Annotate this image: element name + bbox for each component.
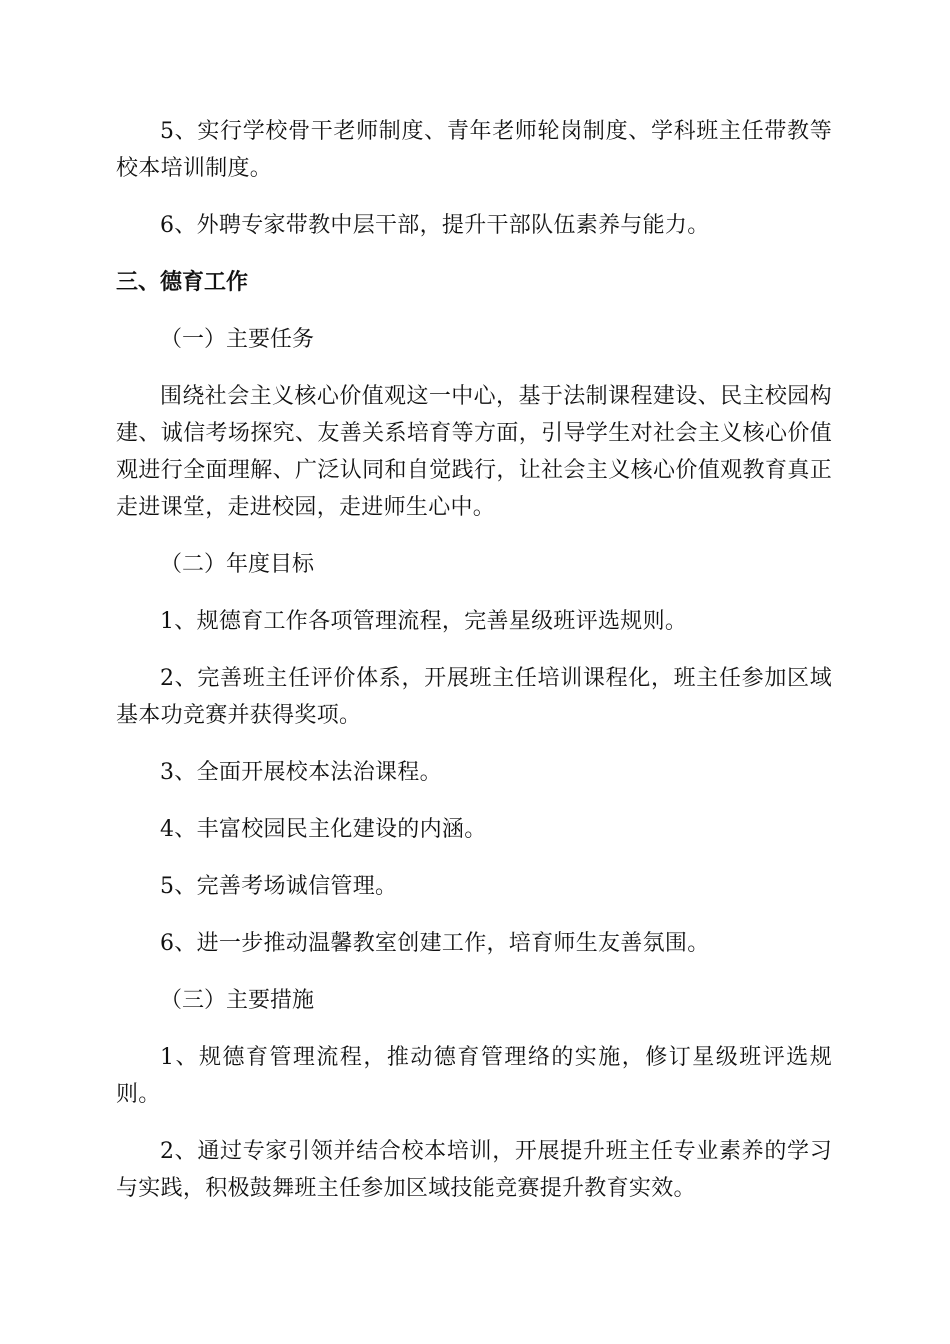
- paragraph: 6、进一步推动温馨教室创建工作，培育师生友善氛围。: [160, 931, 710, 956]
- paragraph: 2、通过专家引领并结合校本培训，开展提升班主任专业素养的学习与实践，积极鼓舞班主任参加区域技能竞赛提升教育实效。: [116, 1139, 832, 1201]
- paragraph: 5、完善考场诚信管理。: [160, 874, 398, 899]
- paragraph: 6、外聘专家带教中层干部，提升干部队伍素养与能力。: [160, 213, 710, 238]
- subsection-heading: （二）年度目标: [160, 552, 315, 577]
- document-page: [116, 113, 832, 1227]
- subsection-heading: （一）主要任务: [160, 327, 315, 352]
- section-heading: 三、德育工作: [116, 270, 249, 295]
- paragraph: 3、全面开展校本法治课程。: [160, 760, 442, 785]
- paragraph: 1、规德育管理流程，推动德育管理络的实施，修订星级班评选规则。: [116, 1045, 832, 1107]
- subsection-heading: （三）主要措施: [160, 988, 315, 1013]
- paragraph: 1、规德育工作各项管理流程，完善星级班评选规则。: [160, 609, 688, 634]
- paragraph: 5、实行学校骨干老师制度、青年老师轮岗制度、学科班主任带教等校本培训制度。: [116, 119, 832, 181]
- paragraph: 4、丰富校园民主化建设的内涵。: [160, 817, 487, 842]
- paragraph: 围绕社会主义核心价值观这一中心，基于法制课程建设、民主校园构建、诚信考场探究、友善关系培育等方面，引导学生对社会主义核心价值观进行全面理解、广泛认同和自觉践行，让社会主义核心价值观教育真正走进课堂，走进校园，走进师生心中。: [116, 384, 832, 520]
- paragraph: 2、完善班主任评价体系，开展班主任培训课程化，班主任参加区域基本功竞赛并获得奖项。: [116, 666, 832, 728]
